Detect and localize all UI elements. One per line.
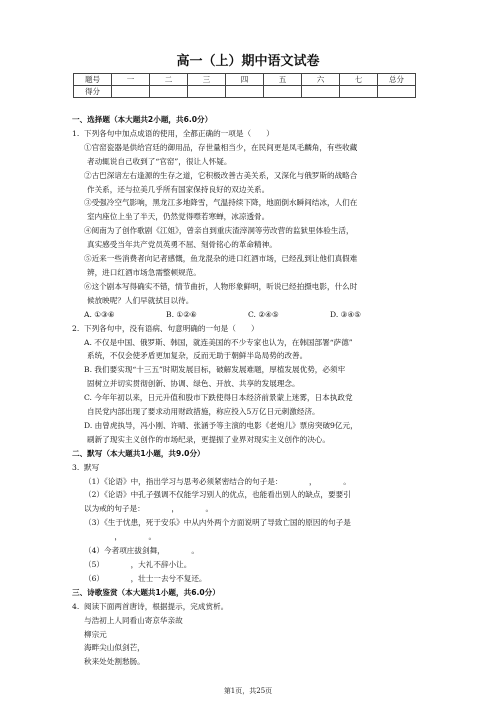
question-number: 3. (72, 462, 80, 472)
score-table-cell: 六 (302, 74, 340, 86)
score-table-cell: 题号 (74, 74, 112, 86)
option-d[interactable]: D. ③④⑤ (330, 309, 362, 319)
question-line: ②古巴深谙左右逢源的生存之道，它积极改善古美关系，又深化与俄罗斯的战略合 (84, 170, 358, 180)
score-row-label: 得分 (74, 86, 112, 98)
score-blank-cell (112, 86, 150, 98)
question-stem-text: 阅读下面两首唐诗，根据提示，完成赏析。 (84, 601, 229, 611)
score-blank-cell (340, 86, 378, 98)
option-line: 自民党内部出现了要求动用财政措施，称应投入5万亿日元刺激经济。 (87, 407, 320, 417)
question-line: ⑥这个剧本写得确实不错，情节曲折，人物形象鲜明，听说已经拍摄电影，什么时 (84, 281, 358, 291)
question-stem (72, 600, 436, 614)
poem-title: 与浩初上人同看山寄京华亲故 (84, 615, 183, 625)
question-4 (72, 600, 436, 670)
poem-line: 海畔尖山似剑芒， (84, 643, 145, 653)
question-1 (72, 127, 436, 322)
score-table-cell: 总分 (378, 74, 416, 86)
score-table (73, 73, 416, 98)
section-heading: 一、选择题（本大题共2小题，共6.0分） (72, 115, 213, 124)
section-heading: 三、诗歌鉴赏（本大题共1小题，共6.0分） (72, 587, 220, 597)
page-title: 高一（上）期中语文试卷 (176, 54, 320, 69)
question-line: ⑤近来一些消费者向记者感慨，鱼龙混杂的进口红酒市场，已经乱到让他们真假难 (84, 254, 358, 264)
option-line: 固树立并切实贯彻创新、协调、绿色、开放、共享的发展理念。 (87, 379, 300, 389)
score-table-cell: 四 (226, 74, 264, 86)
question-line: ①官窑瓷器是供给宫廷的御用品，存世量相当少，在民间更是凤毛麟角，有些收藏 (84, 142, 358, 152)
question-line: ④阅南为了创作歌剧《江姐》，曾亲自到重庆渣滓洞等劳改营的监狱里体验生活， (84, 226, 354, 236)
question-line: ③受强冷空气影响，黑龙江多地降雪，气温持续下降，地面倒水瞬间结冰，人们在 (84, 198, 358, 208)
question-line: 真实感受当年共产党员英勇不屈、刻骨铭心的革命精神。 (87, 240, 277, 250)
option-line: 系统，不仅会使矛盾更加复杂，反而无助于朝鲜半岛局势的改善。 (87, 351, 308, 361)
answer-options (72, 308, 436, 322)
score-blank-cell (378, 86, 416, 98)
score-blank-cell (226, 86, 264, 98)
score-table-score-row (74, 86, 416, 98)
page-footer: 第1页，共25页 (223, 687, 273, 695)
option-line[interactable]: D. 由曾虎执导，冯小刚、许晴、张涵予等主演的电影《老炮儿》票房突破9亿元， (84, 420, 358, 430)
question-stem-text: 下列各句中加点成语的使用，全都正确的一项是（ ） (84, 128, 274, 138)
option-line[interactable]: B. 我们要实现“十三五”时期发展目标，破解发展难题，厚植发展优势，必须牢 (84, 365, 346, 375)
fill-blank-line: （5） ，大礼不辞小让。 (84, 560, 192, 569)
exam-content (72, 113, 436, 669)
score-table-cell: 一 (112, 74, 150, 86)
question-line: 作关系，还与拉美几乎所有国家保持良好的双边关系。 (87, 184, 270, 194)
question-3 (72, 461, 436, 586)
section-heading: 二、默写（本大题共1小题，共9.0分） (72, 448, 205, 458)
question-line: 室内座位上坐了半天，仍然觉得噤若寒蝉，冰凉透骨。 (87, 212, 270, 222)
option-line: 刷新了现实主义创作的市场纪录，更提振了业界对现实主义创作的决心。 (87, 434, 330, 444)
score-table-cell: 三 (188, 74, 226, 86)
fill-blank-line: ， 。 (84, 532, 157, 542)
score-table-cell: 七 (340, 74, 378, 86)
question-line: 者动辄说自己收到了“官窑”，很让人怀疑。 (87, 156, 232, 166)
option-b[interactable]: B. ①②⑥ (166, 309, 197, 319)
question-number: 4. (72, 601, 80, 611)
score-table-cell: 五 (264, 74, 302, 86)
fill-blank-line: （4）今者项庄拔剑舞， 。 (84, 546, 199, 556)
option-line[interactable]: C. 今年年初以来，日元升值和股市下跌使得日本经济前景蒙上迷雾，日本执政党 (84, 393, 353, 403)
question-line: 候放映呢？人们早就拭目以待。 (87, 295, 194, 305)
fill-blank-line: 以为戒的句子是： ， 。 (84, 504, 214, 514)
question-stem-text: 默写 (84, 462, 100, 472)
question-number: 1. (72, 128, 80, 138)
score-blank-cell (150, 86, 188, 98)
question-2 (72, 322, 436, 447)
question-stem (72, 322, 436, 336)
score-table-cell: 二 (150, 74, 188, 86)
question-stem-text: 下列各句中，没有语病、句意明确的一句是（ ） (84, 323, 259, 333)
fill-blank-line: （6） ，壮士一去兮不复还。 (84, 573, 207, 583)
fill-blank-line: （3）《生于忧患，死于安乐》中从内外两个方面说明了导致亡国的原因的句子是 (84, 518, 351, 528)
fill-blank-line: （1）《论语》中，指出学习与思考必须紧密结合的句子是： ， 。 (84, 476, 351, 486)
question-stem (72, 461, 436, 475)
question-stem (72, 127, 436, 141)
poem-line: 秋来处处割愁肠。 (84, 657, 145, 667)
question-line: 辨，进口红酒市场急需整顿规范。 (87, 267, 201, 277)
question-number: 2. (72, 323, 80, 333)
option-c[interactable]: C. ②④⑤ (248, 309, 279, 319)
poem-author: 柳宗元 (84, 629, 107, 639)
score-table-header-row (74, 74, 416, 86)
fill-blank-line: （2）《论语》中孔子强调不仅能学习别人的优点，也能看出别人的缺点，要要引 (84, 490, 351, 500)
score-blank-cell (188, 86, 226, 98)
option-line[interactable]: A. 不仅是中国、俄罗斯、韩国，就连美国的不少专家也认为，在韩国部署“萨德” (84, 337, 353, 347)
score-blank-cell (264, 86, 302, 98)
score-blank-cell (302, 86, 340, 98)
option-a[interactable]: A. ①③⑥ (84, 309, 115, 319)
